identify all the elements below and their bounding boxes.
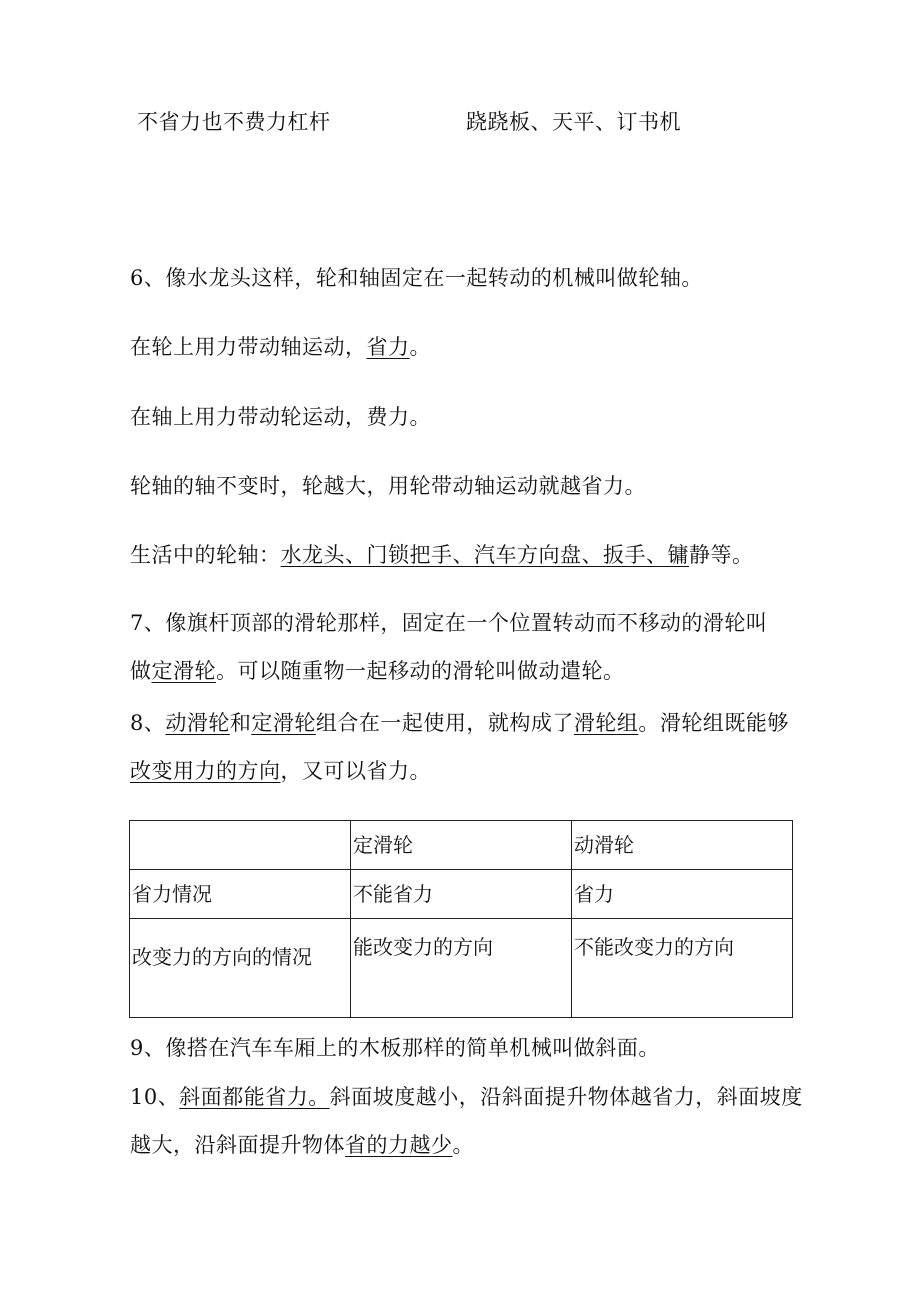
paragraph-8-line-1 (130, 709, 789, 737)
underlined-text: 省的力越少 (345, 1133, 453, 1157)
paragraph-10-line-1 (130, 1083, 803, 1111)
wheel-line-a (130, 333, 431, 361)
lever-type-label: 不省力也不费力杠杆 (137, 110, 331, 134)
table-cell: 不能改变力的方向 (572, 919, 793, 1018)
underlined-text: 水龙头、门锁把手、汽车方向盘、扳手、镛 (280, 543, 689, 567)
paragraph-7-line-1: 7、像旗杆顶部的滑轮那样，固定在一个位置转动而不移动的滑轮叫 (130, 611, 768, 635)
table-cell: 省力 (572, 870, 793, 919)
underlined-text: 改变用力的方向 (130, 759, 281, 783)
paragraph-10-line-2 (130, 1131, 474, 1159)
text: 做 (130, 659, 152, 683)
paragraph-7-line-2 (130, 657, 625, 685)
text: 。 (452, 1133, 474, 1157)
underlined-text: 斜面都能省力。 (179, 1085, 330, 1109)
text: 和 (229, 711, 252, 735)
paragraph-6: 6、像水龙头这样，轮和轴固定在一起转动的机械叫做轮轴。 (130, 266, 703, 290)
text: 斜面坡度越小，沿斜面提升物体越省力，斜面坡度 (329, 1085, 803, 1109)
table-row (130, 919, 793, 1018)
table-header-cell: 定滑轮 (351, 821, 572, 870)
text: 在轮上用力带动轴运动， (130, 335, 367, 359)
underlined-text: 定滑轮 (151, 659, 216, 683)
table-header-cell: 动滑轮 (572, 821, 793, 870)
wheel-line-d (130, 541, 754, 569)
text: 。 (409, 335, 431, 359)
text: 组合在一起使用，就构成了 (315, 711, 574, 735)
text: 。滑轮组既能够 (638, 711, 789, 735)
paragraph-8-line-2 (130, 757, 431, 785)
lever-examples: 跷跷板、天平、订书机 (466, 110, 681, 134)
pulley-comparison-table (129, 820, 793, 1018)
table-row (130, 870, 793, 919)
underlined-text: 动滑轮 (165, 711, 230, 735)
underlined-text: 省力 (366, 335, 410, 359)
table-cell: 改变力的方向的情况 (130, 919, 351, 1018)
wheel-line-c: 轮轴的轴不变时，轮越大，用轮带动轴运动就越省力。 (130, 474, 646, 498)
text: 静等。 (689, 543, 754, 567)
wheel-line-b: 在轴上用力带动轮运动，费力。 (130, 405, 431, 429)
underlined-text: 定滑轮 (251, 711, 316, 735)
text: 10、 (130, 1085, 180, 1109)
table-header-cell (130, 821, 351, 870)
text: 生活中的轮轴： (130, 543, 281, 567)
paragraph-9: 9、像搭在汽车车厢上的木板那样的简单机械叫做斜面。 (130, 1036, 660, 1060)
text: ，又可以省力。 (280, 759, 431, 783)
table-cell: 省力情况 (130, 870, 351, 919)
text: 。可以随重物一起移动的滑轮叫做动遣轮。 (216, 659, 625, 683)
text: 越大，沿斜面提升物体 (130, 1133, 345, 1157)
table-cell: 能改变力的方向 (351, 919, 572, 1018)
text: 8、 (130, 711, 166, 735)
table-cell: 不能省力 (351, 870, 572, 919)
table-header-row (130, 821, 793, 870)
underlined-text: 滑轮组 (573, 711, 639, 735)
